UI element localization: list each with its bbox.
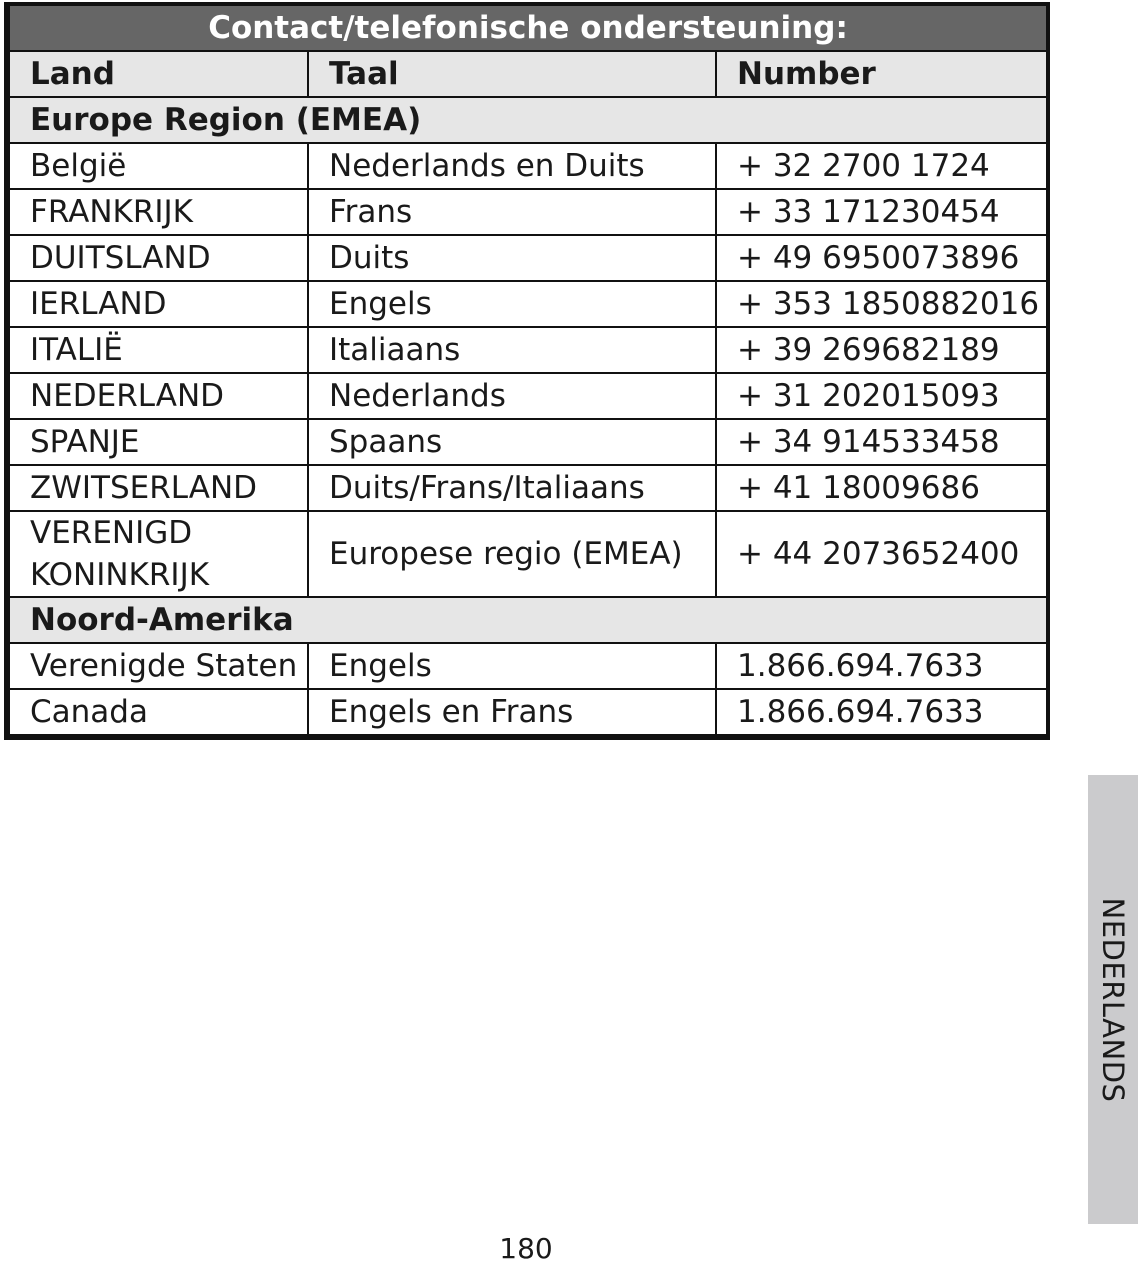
cell-land: België — [9, 143, 308, 189]
cell-land: FRANKRIJK — [9, 189, 308, 235]
page-number: 180 — [499, 1232, 553, 1265]
cell-number: + 41 18009686 — [716, 465, 1047, 511]
cell-land: DUITSLAND — [9, 235, 308, 281]
table-row — [9, 419, 1047, 465]
language-side-tab — [1088, 775, 1138, 1224]
column-header-taal: Taal — [308, 51, 716, 97]
cell-taal: Europese regio (EMEA) — [308, 511, 716, 597]
cell-number: + 39 269682189 — [716, 327, 1047, 373]
cell-land: ZWITSERLAND — [9, 465, 308, 511]
cell-number: + 32 2700 1724 — [716, 143, 1047, 189]
cell-land: ITALIË — [9, 327, 308, 373]
cell-taal: Spaans — [308, 419, 716, 465]
table-row — [9, 281, 1047, 327]
table-row — [9, 189, 1047, 235]
region-row-north-america — [9, 597, 1047, 643]
cell-taal: Frans — [308, 189, 716, 235]
cell-land: VERENIGD KONINKRIJK — [9, 511, 308, 597]
table-row — [9, 689, 1047, 735]
cell-number: + 31 202015093 — [716, 373, 1047, 419]
table-row — [9, 465, 1047, 511]
cell-taal: Engels — [308, 643, 716, 689]
cell-taal: Duits — [308, 235, 716, 281]
column-header-land: Land — [9, 51, 308, 97]
support-phone-table — [8, 4, 1048, 736]
cell-taal: Engels en Frans — [308, 689, 716, 735]
cell-taal: Duits/Frans/Italiaans — [308, 465, 716, 511]
table-row — [9, 143, 1047, 189]
cell-number: + 34 914533458 — [716, 419, 1047, 465]
cell-land: Verenigde Staten — [9, 643, 308, 689]
cell-number: + 353 1850882016 — [716, 281, 1047, 327]
cell-number: + 33 171230454 — [716, 189, 1047, 235]
region-row-emea — [9, 97, 1047, 143]
region-name: Europe Region (EMEA) — [9, 97, 1047, 143]
cell-land: NEDERLAND — [9, 373, 308, 419]
cell-number: 1.866.694.7633 — [716, 643, 1047, 689]
cell-number: 1.866.694.7633 — [716, 689, 1047, 735]
table-row — [9, 327, 1047, 373]
table-row — [9, 235, 1047, 281]
table-row — [9, 643, 1047, 689]
language-tab-label: NEDERLANDS — [1096, 897, 1130, 1102]
region-name: Noord-Amerika — [9, 597, 1047, 643]
table-title: Contact/telefonische ondersteuning: — [9, 5, 1047, 51]
cell-taal: Nederlands — [308, 373, 716, 419]
cell-land: Canada — [9, 689, 308, 735]
cell-land: SPANJE — [9, 419, 308, 465]
cell-land: IERLAND — [9, 281, 308, 327]
table-row — [9, 511, 1047, 597]
cell-taal: Italiaans — [308, 327, 716, 373]
contact-table — [4, 2, 1050, 740]
cell-number: + 49 6950073896 — [716, 235, 1047, 281]
table-row — [9, 373, 1047, 419]
cell-taal: Nederlands en Duits — [308, 143, 716, 189]
column-header-number: Number — [716, 51, 1047, 97]
cell-number: + 44 2073652400 — [716, 511, 1047, 597]
column-header-row — [9, 51, 1047, 97]
cell-taal: Engels — [308, 281, 716, 327]
